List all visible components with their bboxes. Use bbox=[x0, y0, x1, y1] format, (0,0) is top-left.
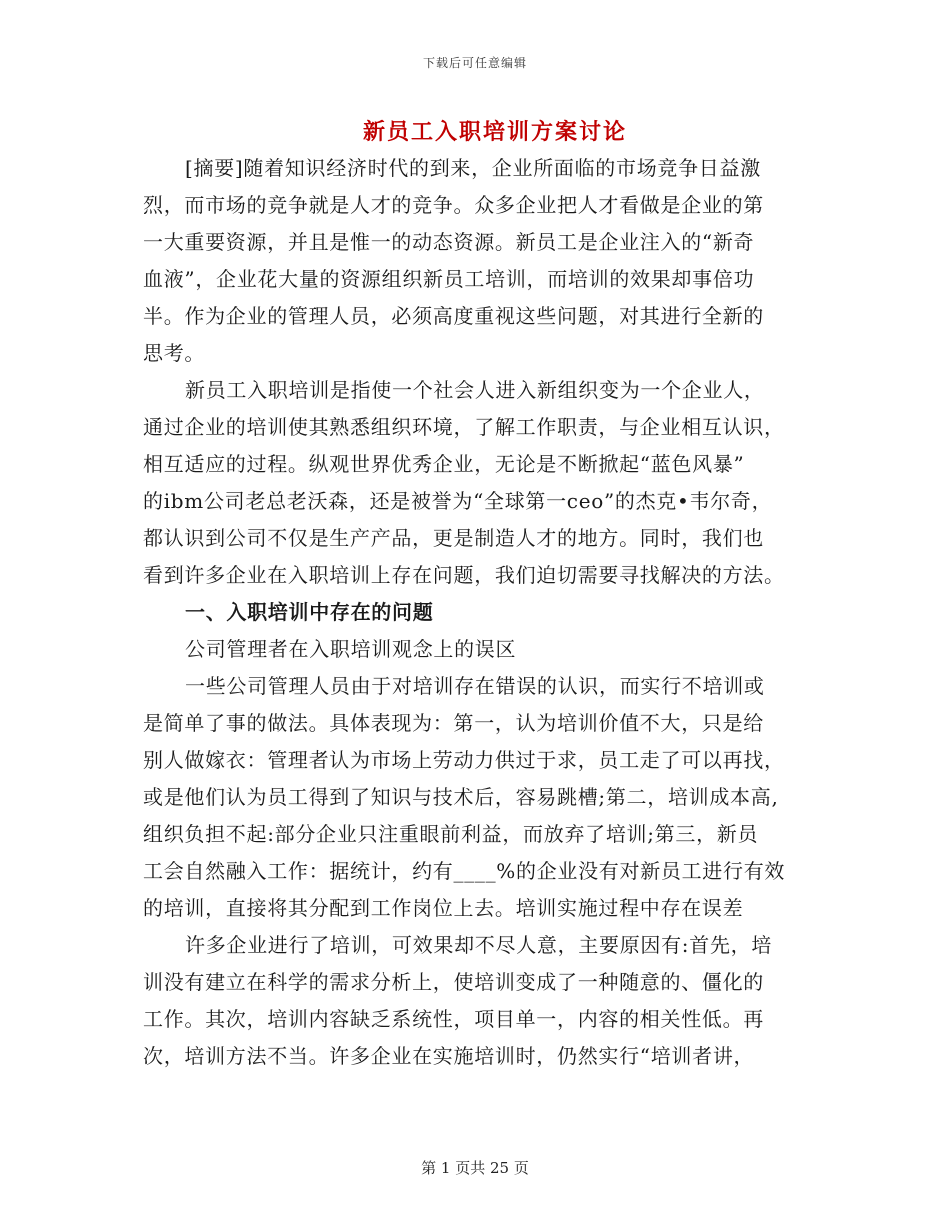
document-title: 新员工入职培训方案讨论 bbox=[362, 119, 627, 145]
document-body bbox=[143, 150, 813, 1075]
header-note: 下载后可任意编辑 bbox=[422, 56, 527, 70]
paragraph-line: 的培训，直接将其分配到工作岗位上去。培训实施过程中存在误差 bbox=[143, 896, 744, 920]
paragraph-line: 组织负担不起:部分企业只注重眼前利益，而放弃了培训;第三，新员 bbox=[143, 822, 759, 846]
paragraph-line: 看到许多企业在入职培训上存在问题，我们迫切需要寻找解决的方法。 bbox=[143, 563, 785, 587]
paragraph-line: 或是他们认为员工得到了知识与技术后，容易跳槽;第二，培训成本高, bbox=[143, 785, 779, 809]
paragraph-line: 是简单了事的做法。具体表现为：第一，认为培训价值不大，只是给 bbox=[143, 711, 764, 735]
subsection-heading: 公司管理者在入职培训观念上的误区 bbox=[185, 637, 517, 661]
paragraph-line: 烈，而市场的竞争就是人才的竞争。众多企业把人才看做是企业的第 bbox=[143, 193, 764, 217]
paragraph-line: [摘要]随着知识经济时代的到来，企业所面临的市场竞争日益激 bbox=[185, 156, 761, 180]
paragraph-line: 通过企业的培训使其熟悉组织环境，了解工作职责，与企业相互认识， bbox=[143, 415, 785, 439]
paragraph-line: 的ibm公司老总老沃森，还是被誉为“全球第一ceo”的杰克•韦尔奇， bbox=[143, 489, 773, 513]
paragraph-line: 新员工入职培训是指使一个社会人进入新组织变为一个企业人， bbox=[185, 378, 765, 402]
paragraph-line: 次，培训方法不当。许多企业在实施培训时，仍然实行“培训者讲， bbox=[143, 1044, 755, 1068]
paragraph-line: 血液”，企业花大量的资源组织新员工培训，而培训的效果却事倍功 bbox=[143, 267, 755, 291]
paragraph-line: 半。作为企业的管理人员，必须高度重视这些问题，对其进行全新的 bbox=[143, 304, 764, 328]
paragraph-line: 都认识到公司不仅是生产产品，更是制造人才的地方。同时，我们也 bbox=[143, 526, 764, 550]
paragraph-line: 许多企业进行了培训，可效果却不尽人意，主要原因有:首先，培 bbox=[185, 933, 773, 957]
paragraph-line: 相互适应的过程。纵观世界优秀企业，无论是不断掀起“蓝色风暴” bbox=[143, 452, 745, 476]
section-heading: 一、入职培训中存在的问题 bbox=[185, 600, 434, 624]
paragraph-line: 训没有建立在科学的需求分析上，使培训变成了一种随意的、僵化的 bbox=[143, 970, 764, 994]
paragraph-line: 别人做嫁衣：管理者认为市场上劳动力供过于求，员工走了可以再找， bbox=[143, 748, 785, 772]
paragraph-line: 思考。 bbox=[143, 341, 206, 365]
paragraph-line: 工会自然融入工作：据统计，约有____%的企业没有对新员工进行有效 bbox=[143, 859, 786, 883]
paragraph-line: 工作。其次，培训内容缺乏系统性，项目单一，内容的相关性低。再 bbox=[143, 1007, 764, 1031]
paragraph-line: 一些公司管理人员由于对培训存在错误的认识，而实行不培训或 bbox=[185, 674, 765, 698]
page-footer: 第 1 页共 25 页 bbox=[421, 1159, 529, 1177]
paragraph-line: 一大重要资源，并且是惟一的动态资源。新员工是企业注入的“新奇 bbox=[143, 230, 755, 254]
